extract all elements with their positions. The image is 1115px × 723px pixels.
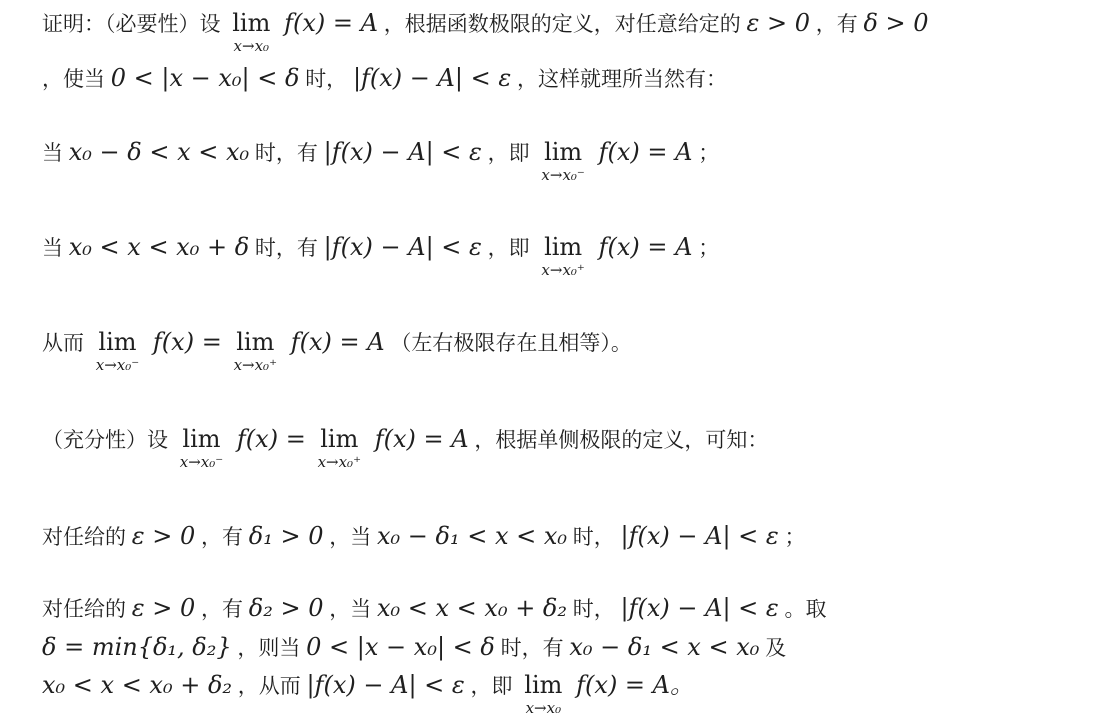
- text-segment: ，有: [201, 597, 244, 621]
- text-segment: 当: [42, 141, 63, 165]
- text-segment: ，有: [815, 12, 858, 36]
- limit-subscript: x→x₀⁻: [541, 166, 585, 184]
- math-expression: δ = min{δ₁, δ₂}: [42, 633, 232, 661]
- text-segment: 及: [765, 636, 787, 660]
- math-expression: ε > 0: [131, 594, 196, 622]
- right-limit-operator: [541, 232, 584, 278]
- math-expression: δ₁ > 0: [248, 522, 324, 550]
- limit-subscript: x→x₀⁺: [317, 453, 361, 471]
- proof-line-4: [42, 232, 719, 278]
- text-segment: 当: [42, 236, 63, 260]
- math-expression: f(x) = A: [290, 328, 385, 356]
- math-expression: f(x) = A。: [576, 671, 694, 699]
- proof-line-7: [42, 521, 806, 552]
- limit-word: lim: [524, 671, 563, 699]
- limit-word: lim: [232, 9, 271, 37]
- proof-line-8: [42, 593, 827, 624]
- math-expression: f(x) =: [236, 425, 306, 453]
- math-expression: 0 < |x − x₀| < δ: [110, 64, 300, 92]
- math-expression: x₀ < x < x₀ + δ: [68, 233, 250, 261]
- proof-line-2: [42, 63, 727, 94]
- text-segment: 时，: [572, 525, 615, 549]
- math-expression: |f(x) − A| < ε: [620, 594, 779, 622]
- math-expression: f(x) =: [152, 328, 222, 356]
- limit-subscript: x→x₀: [233, 37, 270, 55]
- math-expression: f(x) = A: [374, 425, 469, 453]
- text-segment: ，则当: [237, 636, 301, 660]
- limit-subscript: x→x₀⁺: [541, 261, 585, 279]
- proof-line-1: [42, 8, 929, 54]
- left-limit-operator: [180, 424, 223, 470]
- math-expression: 0 < |x − x₀| < δ: [306, 633, 495, 661]
- text-segment: 时，有: [254, 236, 318, 260]
- math-expression: |f(x) − A| < ε: [323, 138, 482, 166]
- math-expression: f(x) = A: [598, 138, 693, 166]
- text-segment: 对任给的: [42, 597, 126, 621]
- limit-operator: [524, 670, 562, 716]
- text-segment: 时，: [305, 67, 348, 91]
- math-expression: x₀ − δ₁ < x < x₀: [376, 522, 568, 550]
- text-segment: ，这样就理所当然有：: [516, 67, 727, 91]
- text-sufficiency-intro: （充分性）设: [42, 428, 168, 452]
- limit-subscript: x→x₀⁻: [179, 453, 224, 471]
- limit-subscript: x→x₀⁺: [233, 356, 277, 374]
- math-expression: f(x) = A: [284, 9, 378, 37]
- text-segment: ，即: [487, 141, 530, 165]
- text-segment: ，即: [470, 674, 513, 698]
- text-segment: ，当: [329, 525, 372, 549]
- math-expression: ε > 0: [131, 522, 196, 550]
- math-expression: |f(x) − A| < ε: [323, 233, 482, 261]
- text-necessity-intro: 证明：（必要性）设: [42, 12, 221, 36]
- math-expression: ε > 0: [746, 9, 810, 37]
- left-limit-operator: [96, 327, 139, 373]
- text-segment: ，从而: [237, 674, 301, 698]
- text-segment: ，有: [201, 525, 244, 549]
- math-expression: x₀ − δ₁ < x < x₀: [569, 633, 760, 661]
- left-limit-operator: [541, 137, 584, 183]
- limit-word: lim: [320, 425, 359, 453]
- proof-line-6: [42, 424, 768, 470]
- text-segment: ，使当: [42, 67, 105, 91]
- math-expression: |f(x) − A| < ε: [620, 522, 779, 550]
- limit-word: lim: [544, 138, 583, 166]
- limit-word: lim: [544, 233, 583, 261]
- limit-word: lim: [98, 328, 137, 356]
- math-expression: |f(x) − A| < ε: [352, 64, 512, 92]
- text-segment: ；: [784, 525, 806, 549]
- text-segment: （左右极限存在且相等）。: [390, 331, 632, 355]
- limit-word: lim: [182, 425, 221, 453]
- text-segment: ，当: [329, 597, 372, 621]
- text-segment: 时，有: [500, 636, 564, 660]
- text-segment: ，根据单侧极限的定义，可知：: [474, 428, 769, 452]
- math-expression: δ > 0: [863, 9, 929, 37]
- text-segment: 从而: [42, 331, 84, 355]
- text-segment: ；: [698, 236, 720, 260]
- right-limit-operator: [318, 424, 361, 470]
- proof-line-9: [42, 632, 786, 663]
- math-expression: x₀ < x < x₀ + δ₂: [42, 671, 233, 699]
- proof-line-3: [42, 137, 719, 183]
- text-segment: 时，有: [254, 141, 318, 165]
- limit-operator: [232, 8, 270, 54]
- text-segment: 。取: [784, 597, 827, 621]
- limit-subscript: x→x₀: [525, 699, 562, 717]
- text-segment: ，即: [487, 236, 530, 260]
- math-expression: f(x) = A: [598, 233, 693, 261]
- limit-subscript: x→x₀⁻: [95, 356, 140, 374]
- text-segment: 时，: [572, 597, 615, 621]
- math-expression: x₀ < x < x₀ + δ₂: [376, 594, 568, 622]
- math-expression: δ₂ > 0: [248, 594, 324, 622]
- text-segment: ，根据函数极限的定义，对任意给定的: [383, 12, 741, 36]
- proof-line-10: [42, 670, 694, 716]
- limit-word: lim: [236, 328, 275, 356]
- proof-line-5: [42, 327, 632, 373]
- math-expression: x₀ − δ < x < x₀: [68, 138, 250, 166]
- right-limit-operator: [234, 327, 277, 373]
- text-segment: ；: [698, 141, 720, 165]
- text-segment: 对任给的: [42, 525, 126, 549]
- math-expression: |f(x) − A| < ε: [306, 671, 465, 699]
